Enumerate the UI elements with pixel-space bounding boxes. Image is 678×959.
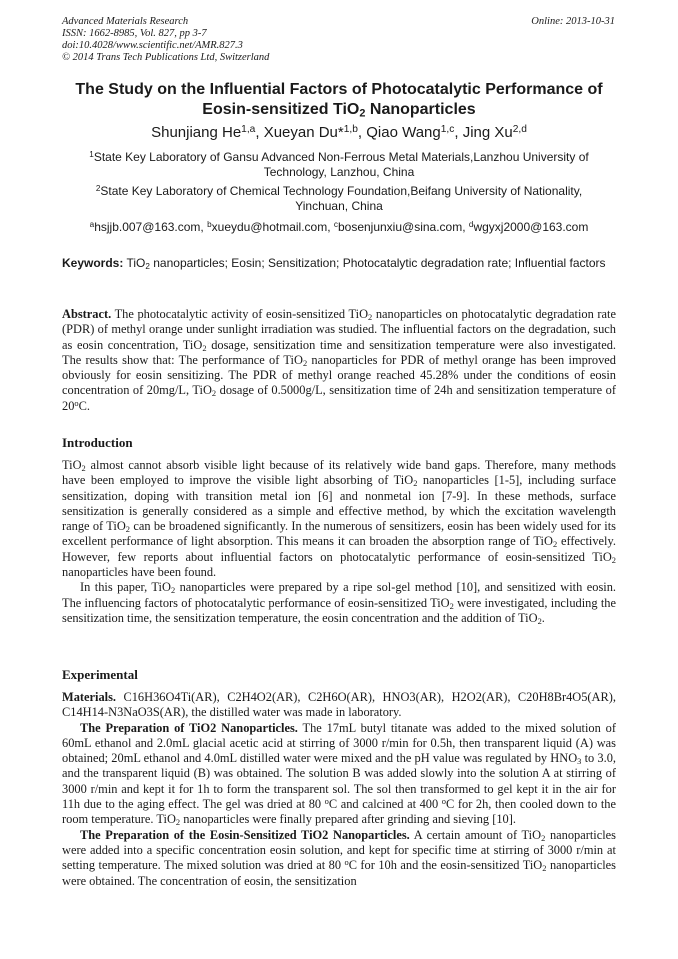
copyright: © 2014 Trans Tech Publications Ltd, Switzerland [62,52,270,63]
prep-tio2-paragraph: The Preparation of TiO2 Nanoparticles. The 17mL butyl titanate was added to the mixed solution of 60mL ethanol and 2.0mL glacial acetic acid at stirring of 3000 r/min for 0.5h, then transparent liquid (A) was obtained; 20mL ethanol and 4.0mL distilled water were mixed and the pH value was regulated by $HNO_3$ to 3.0, and the transparent liquid (B) was obtained. The solution B was added slowly into the solution A at stirring of 3000 r/min and kept it for 1h to form the transparent sol. The sol then transformed to gel kept it in the air for 11h due to the aging effect. The gel was dried at 80 $^o$C and calcined at 400 $^o$C for 2h, then cooled down to the room temperature. TiO$_2$ nanoparticles were finally prepared after grinding and sieving [10]. [62,720,617,828]
author: Shunjiang He$^{1,a}$, [151,123,264,141]
email-list [62,220,616,235]
issn: ISSN: 1662-8985, Vol. 827, pp 3-7 [62,28,207,39]
abstract: Abstract. The photocatalytic activity of eosin-sensitized TiO$_2$ nanoparticles on photocatalytic degradation rate (PDR) of methyl orange under sunlight irradiation was studied. The influential factors on the degradation, such as eosin concentration, TiO$_2$ dosage, sensitization time and sensitization temperature were also investigated. The results show that: The performance of TiO$_2$ nanoparticles for PDR of methyl orange has been improved obviously for eosin sensitizing. The PDR of methyl orange reached 45.28% under the conditions of eosin concentration of 20mg/L, TiO$_2$ dosage of 0.5000g/L, sensitization time of 24h and sensitization temperature of 20$^o$C. [62,307,617,413]
doi: doi:10.4028/www.scientific.net/AMR.827.3 [62,40,243,51]
prep-eosin-paragraph: The Preparation of the Eosin-Sensitized TiO2 Nanoparticles. A certain amount of TiO$_2$ nanoparticles were added into a specific concentration eosin solution, and kept for specific time at stirring of 3000 r/min at setting temperature. The mixed solution was dried at 80 $^o$C for 10h and the eosin-sensitized TiO$_2$ nanoparticles were obtained. The concentration of eosin, the sensitization [62,827,617,888]
materials-paragraph: Materials. C16H36O4Ti(AR), C2H4O2(AR), C2H6O(AR), HNO3(AR), H2O2(AR), C20H8Br4O5(AR), C14H14-N3NaO3S(AR), the distilled water was made in laboratory. [62,690,616,720]
title-line-2: Eosin-sensitized TiO$_2$ Nanoparticles [202,101,476,120]
author: Xueyan Du*$^{1,b}$, [263,123,367,141]
journal-name: Advanced Materials Research [62,16,189,27]
abstract-label: Abstract. [62,307,112,321]
intro-paragraph-1: TiO$_2$ almost cannot absorb visible light because of its relatively wide band gaps. Therefore, many methods have been employed to improve the visible light absorbing of TiO$_2$ nanoparticles [1-5], including surface sensitization, doping with transition metal ion [6] and nonmetal ion [7-9]. In these methods, surface sensitization is generally considered as a simple and effective method, by which the excitation wavelength range of TiO$_2$ can be broadened significantly. In the numerous of sensitizers, eosin has been widely used for its excellent performance of light absorption. This means it can broaden the absorption range of TiO$_2$ effectively. However, few reports about influential factors on photocatalytic performance of eosin-sensitized TiO$_2$ nanoparticles have been found. [62,458,616,580]
email[interactable]: $^a$hsjjb.007@163.com, [89,219,208,234]
experimental-body [62,690,616,889]
prep-tio2-label: The Preparation of TiO2 Nanoparticles. [80,720,298,735]
materials-label: Materials. [62,690,117,704]
paper-title [40,80,638,120]
author-list [40,124,638,141]
email[interactable]: $^d$wgyxj2000@163.com [468,219,589,234]
affiliation-1: $^1$State Key Laboratory of Gansu Advanced Non-Ferrous Metal Materials,Lanzhou University of Technology, Lanzhou, China [89,149,589,179]
email[interactable]: $^c$bosenjunxiu@sina.com, [333,219,469,234]
affiliation-2: $^2$State Key Laboratory of Chemical Technology Foundation,Beifang University of Nationality, Yinchuan, China [95,183,583,213]
online-date: Online: 2013-10-31 [531,16,615,27]
author: Jing Xu$^{2,d}$ [462,123,527,141]
introduction-body [62,458,616,626]
author: Qiao Wang$^{1,c}$, [366,123,463,141]
prep-eosin-label: The Preparation of the Eosin-Sensitized TiO2 Nanoparticles. [80,827,410,842]
title-line-1: The Study on the Influential Factors of Photocatalytic Performance of [75,81,603,98]
keywords: Keywords: TiO$_2$ nanoparticles; Eosin; Sensitization; Photocatalytic degradation rate; Influential factors [62,256,606,272]
intro-paragraph-2: In this paper, TiO$_2$ nanoparticles were prepared by a ripe sol-gel method [10], and sensitized with eosin. The influencing factors of photocatalytic performance of eosin-sensitized TiO$_2$ were investigated, including the sensitization time, the sensitization temperature, the eosin concentration and the addition of TiO$_2$. [62,580,616,627]
keywords-label: Keywords: [62,256,124,270]
journal-header [62,16,269,64]
section-heading-experimental: Experimental [62,667,138,682]
email[interactable]: $^b$xueydu@hotmail.com, [207,219,334,234]
section-heading-introduction: Introduction [62,435,133,450]
